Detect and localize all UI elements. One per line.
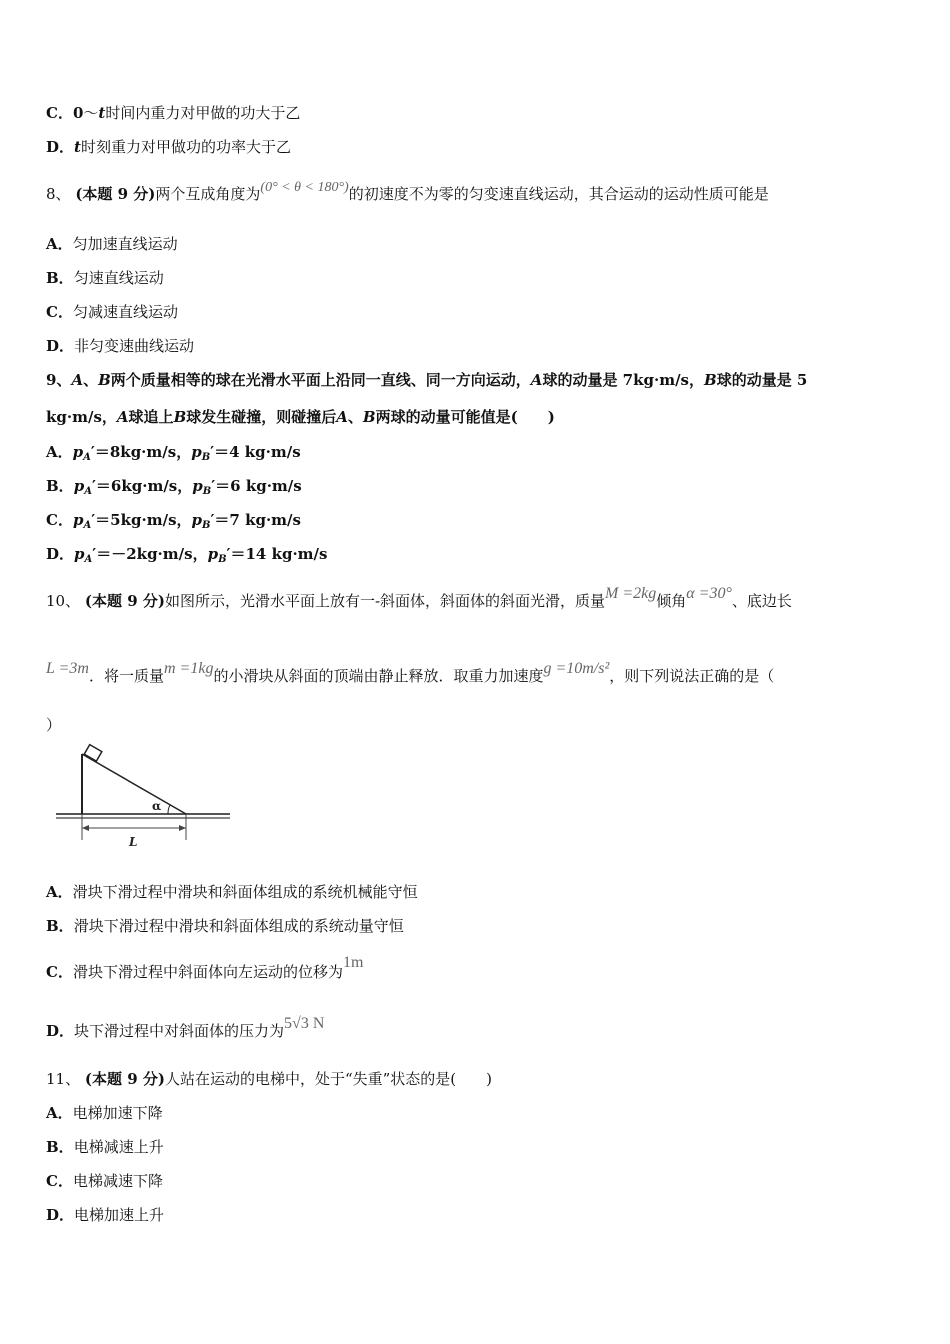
subscript-b: B: [201, 452, 211, 463]
stem-text: kg·m/s，: [46, 408, 117, 426]
subscript-b: B: [218, 554, 227, 565]
option-label: A．: [46, 443, 73, 461]
question-number: 8、: [46, 185, 71, 203]
angle-formula: (0° < θ < 180°): [260, 180, 349, 195]
option-label: A．: [46, 235, 73, 253]
question-score: (本题 9 分): [84, 592, 165, 610]
stem-text: ，则下列说法正确的是（: [609, 667, 775, 685]
question-number: 9、: [46, 371, 72, 389]
value-a: ′＝8kg·m/s，: [90, 443, 192, 461]
option-label: A．: [46, 883, 73, 901]
q11-option-c: [46, 1171, 163, 1191]
subscript-a: A: [84, 554, 93, 565]
question-number: 10、: [46, 592, 81, 610]
option-text: 匀速直线运动: [73, 269, 164, 287]
option-label: D．: [46, 337, 75, 355]
stem-text: 球追上: [128, 408, 174, 426]
option-label: D．: [46, 1022, 75, 1040]
length-formula: L =3m: [46, 660, 89, 677]
q9-option-a: [46, 442, 301, 468]
momentum-symbol: p: [191, 511, 203, 529]
q9-stem-line2: [46, 407, 555, 427]
angle-arc: [168, 805, 170, 814]
option-label: B．: [46, 269, 74, 287]
q10-stem-close: [46, 715, 61, 735]
subscript-a: A: [83, 520, 92, 531]
stem-text: 人站在运动的电梯中，处于“失重”状态的是( ): [164, 1070, 492, 1088]
gravity-formula: g =10m/s²: [543, 660, 610, 677]
option-text: 块下滑过程中对斜面体的压力为: [74, 1022, 285, 1040]
q11-option-a: [46, 1103, 163, 1123]
q8-stem: [46, 180, 769, 206]
block-mass-formula: m =1kg: [163, 660, 214, 677]
q9-stem-line1: [46, 370, 807, 390]
stem-text: 倾角: [656, 592, 687, 610]
value-a: ′＝－2kg·m/s，: [92, 545, 208, 563]
q10-stem-line2: [46, 660, 775, 687]
momentum-symbol: p: [72, 511, 84, 529]
momentum-symbol: p: [192, 477, 203, 495]
stem-text: 、底边长: [731, 592, 792, 610]
option-label: C．: [46, 963, 73, 981]
value-a: ′＝5kg·m/s，: [91, 511, 192, 529]
ball-a: A: [530, 371, 543, 389]
stem-text: 的初速度不为零的匀变速直线运动，其合运动的运动性质可能是: [348, 185, 769, 203]
ball-a: A: [71, 371, 84, 389]
option-text: 电梯减速上升: [73, 1138, 164, 1156]
momentum-symbol: p: [207, 545, 219, 563]
ball-a: A: [336, 408, 348, 426]
q7-option-c: [46, 103, 300, 123]
q8-option-d: [46, 336, 194, 356]
momentum-symbol: p: [191, 443, 202, 461]
option-text: 时刻重力对甲做功的功率大于乙: [80, 138, 291, 156]
ball-a: A: [116, 408, 129, 426]
stem-text: 两球的动量可能值是( ): [375, 408, 555, 426]
stem-text: 、: [347, 408, 363, 426]
q10-stem-line1: [46, 585, 792, 612]
subscript-a: A: [83, 452, 91, 463]
stem-text: 两个互成角度为: [155, 185, 261, 203]
stem-text: 的小滑块从斜面的顶端由静止释放．取重力加速度: [213, 667, 544, 685]
subscript-a: A: [84, 486, 92, 497]
q10-option-a: [46, 882, 418, 902]
option-text: 匀减速直线运动: [72, 303, 178, 321]
q11-option-b: [46, 1137, 164, 1157]
q11-stem: [46, 1069, 492, 1089]
option-label: C．: [46, 104, 73, 122]
stem-text: 、: [83, 371, 99, 389]
option-label: B．: [46, 917, 74, 935]
ball-b: B: [362, 408, 376, 426]
question-score: (本题 9 分): [75, 185, 156, 203]
option-text: 滑块下滑过程中滑块和斜面体组成的系统机械能守恒: [72, 883, 418, 901]
incline-figure: [52, 740, 232, 855]
dimension-arrow-left: [82, 825, 89, 831]
length-label: L: [129, 835, 138, 849]
option-label: D．: [46, 1206, 75, 1224]
value-b: ′＝14 kg·m/s: [226, 545, 328, 563]
dimension-arrow-right: [179, 825, 186, 831]
option-text: 时间内重力对甲做的功大于乙: [105, 104, 301, 122]
option-number: 0: [72, 104, 84, 122]
ball-b: B: [98, 371, 111, 389]
option-variable: t: [98, 104, 106, 122]
stem-text: 两个质量相等的球在光滑水平面上沿同一直线、同一方向运动，: [110, 371, 531, 389]
subscript-b: B: [202, 486, 212, 497]
q8-option-c: [46, 302, 178, 322]
q9-option-b: [46, 476, 302, 502]
value-b: ′＝7 kg·m/s: [210, 511, 301, 529]
q10-option-d: [46, 1015, 325, 1042]
sliding-block: [84, 745, 102, 762]
option-label: B．: [46, 477, 74, 495]
option-text: 电梯加速下降: [72, 1104, 163, 1122]
ball-b: B: [704, 371, 717, 389]
displacement-formula: 1m: [342, 954, 364, 971]
q10-option-c: [46, 954, 364, 983]
incline-slope: [82, 754, 186, 814]
value-b: ′＝6 kg·m/s: [211, 477, 302, 495]
option-text: 滑块下滑过程中滑块和斜面体组成的系统动量守恒: [73, 917, 404, 935]
momentum-symbol: p: [74, 545, 85, 563]
stem-text: ．将一质量: [88, 667, 164, 685]
option-text: 滑块下滑过程中斜面体向左运动的位移为: [72, 963, 343, 981]
option-label: B．: [46, 1138, 74, 1156]
q7-option-d: [46, 137, 291, 157]
close-paren: ）: [46, 716, 62, 734]
option-variable: t: [74, 138, 81, 156]
q8-option-b: [46, 268, 164, 288]
mass-formula: M =2kg: [605, 585, 657, 602]
option-label: C．: [46, 511, 73, 529]
q8-option-a: [46, 234, 178, 254]
option-label: A．: [46, 1104, 73, 1122]
angle-formula: α =30°: [686, 585, 732, 602]
force-formula: 5√3 N: [284, 1015, 325, 1032]
q9-option-d: [46, 544, 327, 570]
value-b: ′＝4 kg·m/s: [210, 443, 301, 461]
stem-text: 球的动量是 7kg·m/s，: [542, 371, 704, 389]
value-a: ′＝6kg·m/s，: [91, 477, 193, 495]
stem-text: 球的动量是 5: [716, 371, 808, 389]
ball-b: B: [173, 408, 187, 426]
option-label: D．: [46, 138, 75, 156]
momentum-symbol: p: [73, 477, 85, 495]
stem-text: 球发生碰撞，则碰撞后: [186, 408, 337, 426]
option-label: C．: [46, 1172, 73, 1190]
question-score: (本题 9 分): [84, 1070, 165, 1088]
q9-option-c: [46, 510, 301, 536]
q10-option-b: [46, 916, 404, 936]
option-text: 非匀变速曲线运动: [74, 337, 195, 355]
option-label: D．: [46, 545, 75, 563]
alpha-label: α: [152, 799, 162, 813]
momentum-symbol: p: [72, 443, 84, 461]
option-tilde: ～: [83, 104, 99, 122]
option-text: 电梯加速上升: [74, 1206, 165, 1224]
option-label: C．: [46, 303, 73, 321]
option-text: 匀加速直线运动: [72, 235, 178, 253]
option-text: 电梯减速下降: [72, 1172, 163, 1190]
subscript-b: B: [202, 520, 211, 531]
stem-text: 如图所示，光滑水平面上放有一-斜面体，斜面体的斜面光滑，质量: [164, 592, 606, 610]
q11-option-d: [46, 1205, 164, 1225]
question-number: 11、: [46, 1070, 81, 1088]
